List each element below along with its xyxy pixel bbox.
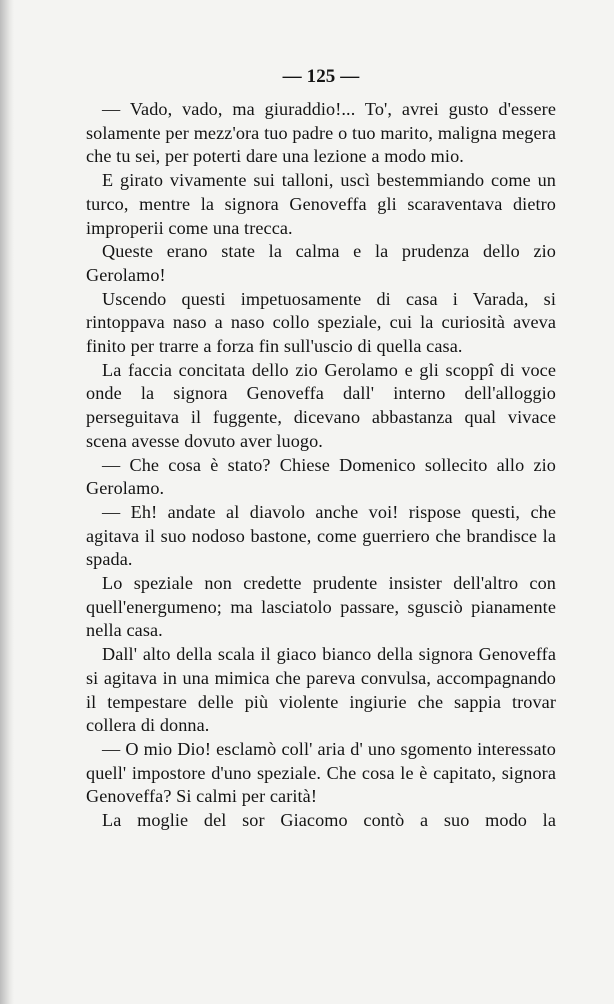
paragraph: — O mio Dio! esclamò coll' aria d' uno sgomento interessato quell' impostore d'uno speziale. Che cosa le è capitato, signora Genoveffa? Si calmi per carità! <box>86 738 556 807</box>
paragraph: La faccia concitata dello zio Gerolamo e gli scoppî di voce onde la signora Genoveffa dall' interno dell'alloggio perseguitava il fuggente, dicevano abbastanza qual vivace scena avesse dovuto aver luogo. <box>86 359 556 451</box>
paragraph: Uscendo questi impetuosamente di casa i Varada, si rintoppava naso a naso collo speziale, cui la curiosità aveva finito per trarre a forza fin sull'uscio di quella casa. <box>86 288 556 357</box>
paragraph: Dall' alto della scala il giaco bianco della signora Genoveffa si agitava in una mimica che pareva convulsa, accompagnando il tempestare delle più violente ingiurie che sappia trovar collera di donna. <box>86 644 556 736</box>
paragraph: E girato vivamente sui talloni, uscì bestemmiando come un turco, mentre la signora Genoveffa gli scaraventava dietro improperii come una trecca. <box>86 170 556 238</box>
paragraph: — Che cosa è stato? Chiese Domenico sollecito allo zio Gerolamo. <box>86 454 556 499</box>
paragraph: La moglie del sor Giacomo contò a suo modo la <box>102 810 556 831</box>
paragraph: Queste erano state la calma e la prudenza dello zio Gerolamo! <box>86 241 556 285</box>
paragraph: — Eh! andate al diavolo anche voi! rispose questi, che agitava il suo nodoso bastone, come guerriero che brandisce la spada. <box>86 501 556 570</box>
paragraph: Lo speziale non credette prudente insister dell'altro con quell'energumeno; ma lasciatolo passare, sgusciò pianamente nella casa. <box>86 573 556 641</box>
paragraph: — Vado, vado, ma giuraddio!... To', avrei gusto d'essere solamente per mezz'ora tuo padre o tuo marito, maligna megera che tu sei, per poterti dare una lezione a modo mio. <box>86 99 556 167</box>
page-number: — 125 — <box>282 66 360 87</box>
page-binding-shadow <box>0 0 14 1004</box>
book-page <box>86 62 556 833</box>
